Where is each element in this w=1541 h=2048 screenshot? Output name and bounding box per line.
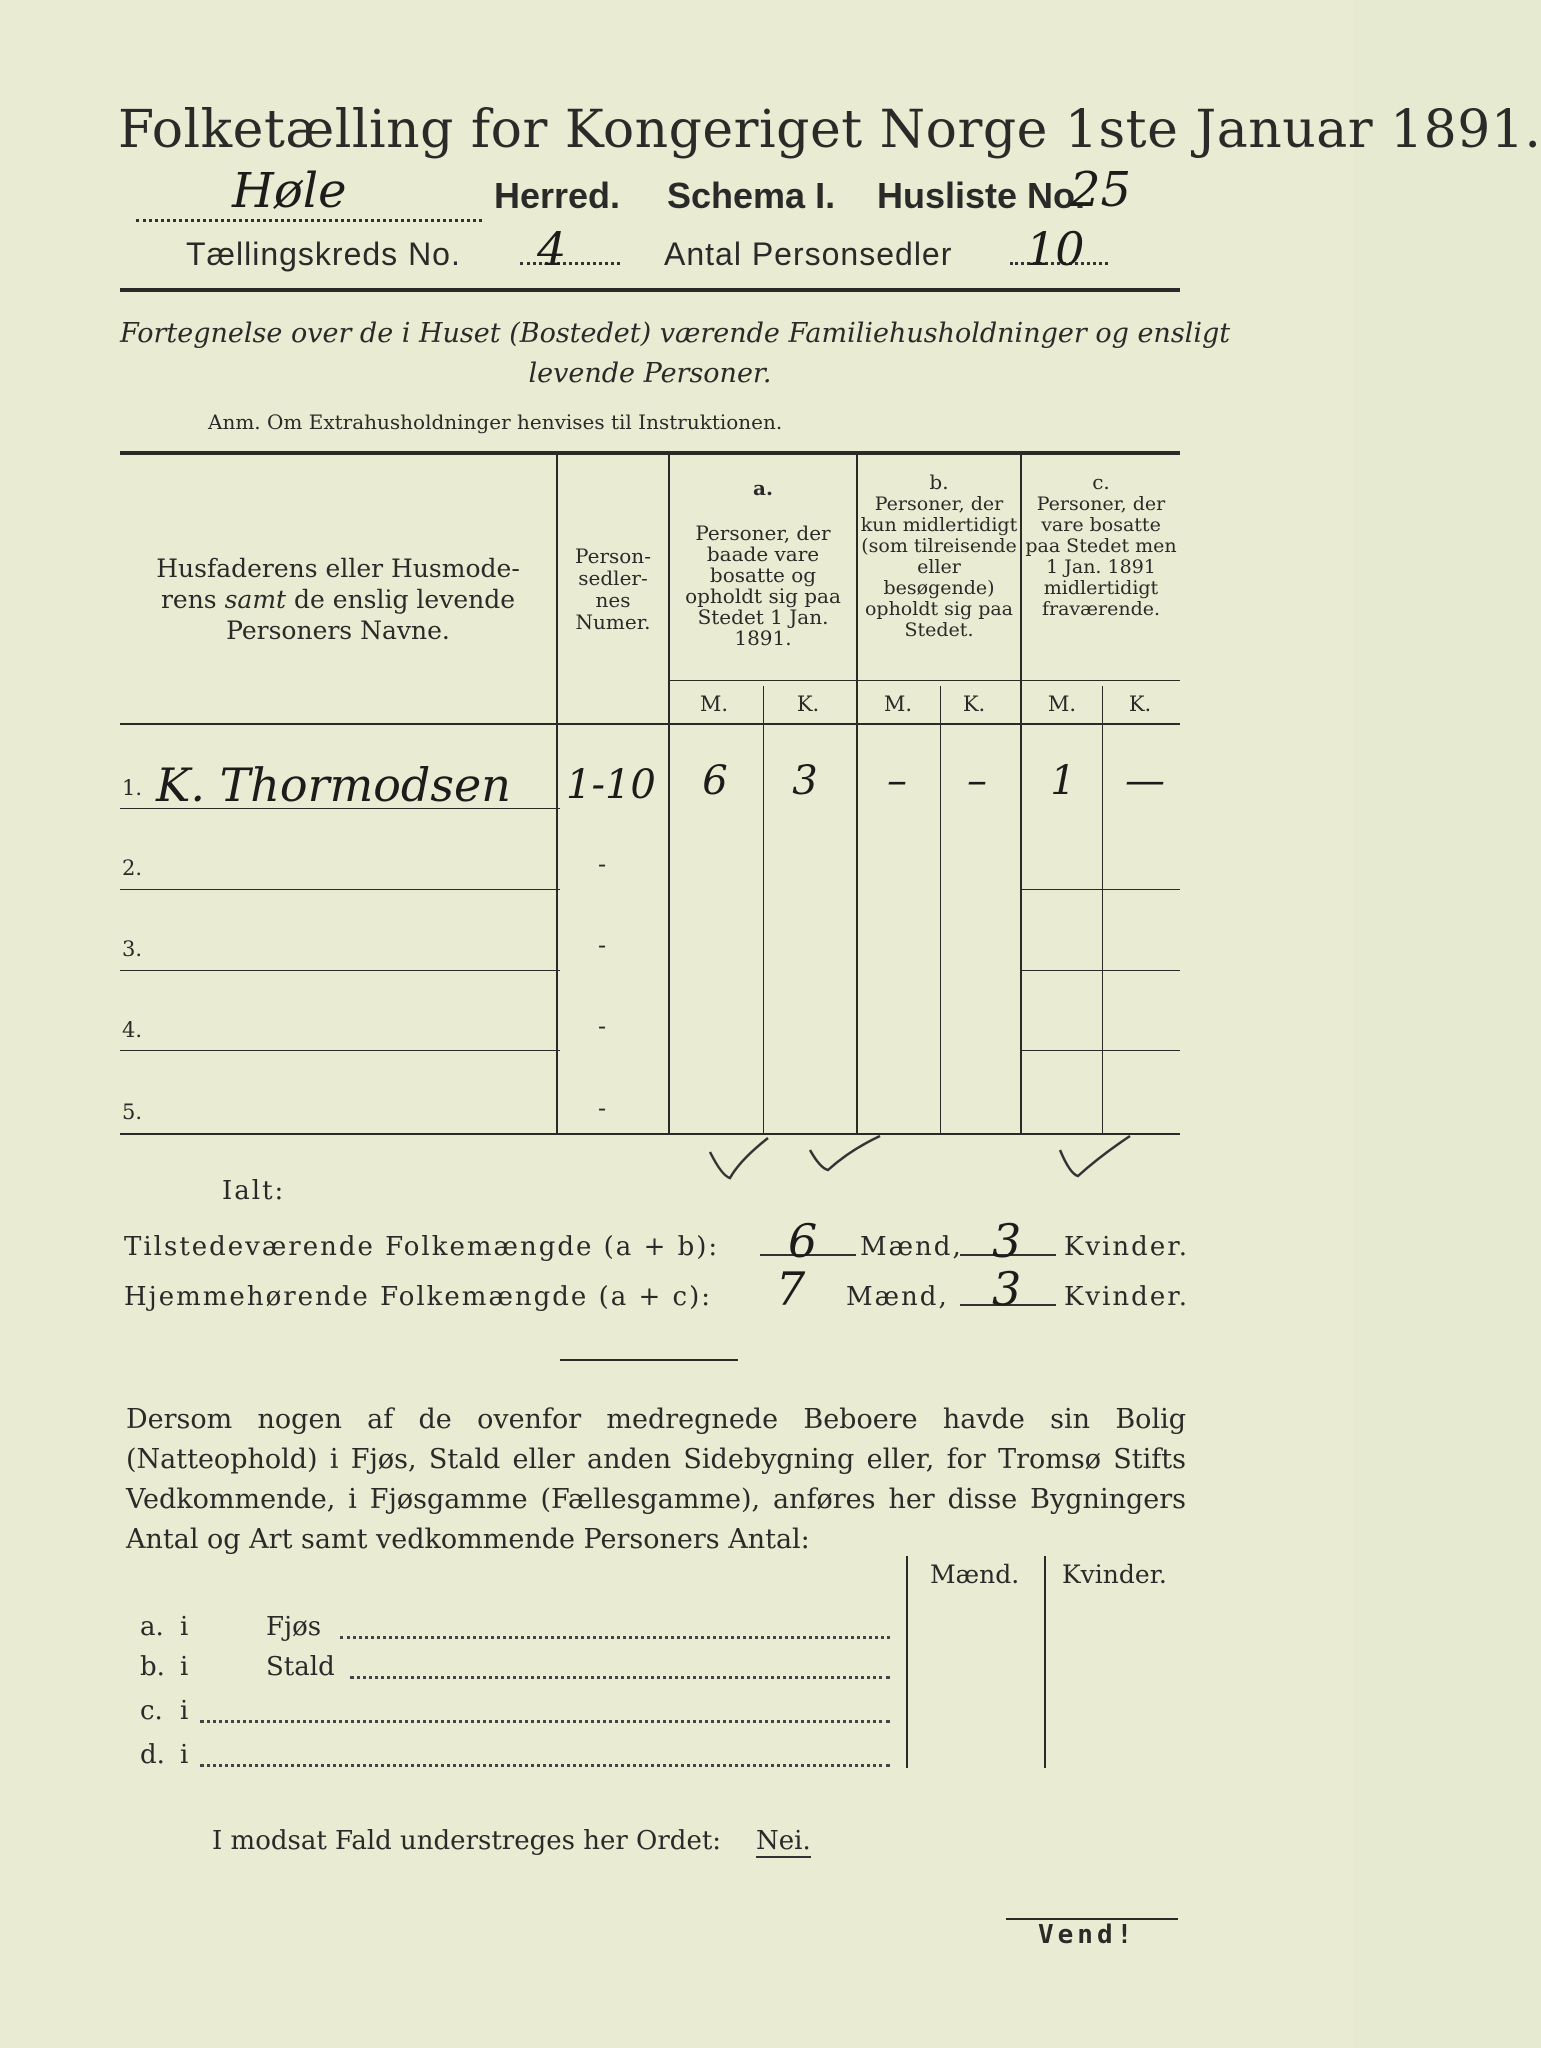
col-b-k: K. bbox=[962, 692, 986, 716]
tilstede-k: 3 bbox=[992, 1214, 1022, 1268]
row1-a-k: 3 bbox=[792, 758, 818, 804]
col-a-letter: a. bbox=[753, 476, 773, 500]
hjemme-label: Hjemmehørende Folkemængde (a + c): bbox=[124, 1282, 712, 1312]
kreds-dots bbox=[520, 262, 620, 265]
description-line1: Fortegnelse over de i Huset (Bostedet) værende Familiehusholdninger og ensligt bbox=[120, 318, 1231, 349]
schema-label: Schema I. bbox=[667, 175, 836, 216]
check-mark-3 bbox=[1060, 1136, 1130, 1176]
mk-rule bbox=[670, 680, 1180, 681]
husliste-value: 25 bbox=[1070, 162, 1132, 218]
byg-a-i: i bbox=[180, 1612, 189, 1642]
row-line-2 bbox=[120, 889, 560, 890]
vline-4 bbox=[1020, 455, 1022, 1133]
byg-c-i: i bbox=[180, 1696, 189, 1726]
modsat-text: I modsat Fald understreges her Ordet: bbox=[212, 1826, 722, 1856]
row1-b-m: – bbox=[887, 758, 907, 804]
herred-label: Herred. bbox=[494, 175, 621, 216]
form-title: Folketælling for Kongeriget Norge 1ste Januar 1891. bbox=[118, 100, 1541, 160]
vline-am bbox=[763, 686, 764, 1133]
header-rule bbox=[120, 288, 1180, 292]
col-c-text: Personer, der vare bosatte paa Stedet men 1 Jan. 1891 midlertidigt fraværende. bbox=[1025, 493, 1177, 620]
row1-c-k: — bbox=[1125, 758, 1165, 804]
col-name-line1: Husfaderens eller Husmode- bbox=[156, 554, 520, 583]
col-num-line2: sedler- bbox=[578, 566, 648, 590]
byg-d-dots bbox=[200, 1764, 890, 1767]
row4-sedler: - bbox=[598, 1012, 607, 1040]
anm-note: Anm. Om Extrahusholdninger henvises til Instruktionen. bbox=[208, 410, 783, 434]
herred-field bbox=[136, 163, 482, 222]
col-name-line2c: de enslig levende bbox=[286, 585, 516, 614]
byg-c-dots bbox=[200, 1720, 890, 1723]
ialt-label: Ialt: bbox=[222, 1176, 286, 1206]
byg-col-kvinder: Kvinder. bbox=[1062, 1560, 1167, 1589]
row-num-4: 4. bbox=[122, 1018, 143, 1042]
section-divider bbox=[560, 1359, 738, 1361]
col-name-line3: Personers Navne. bbox=[226, 616, 450, 645]
row3-sedler: - bbox=[598, 931, 607, 959]
tilstede-kvinder: Kvinder. bbox=[1064, 1232, 1190, 1262]
col-num-line3: nes bbox=[595, 588, 631, 612]
row-line-3 bbox=[120, 970, 560, 971]
byg-b-letter: b. bbox=[140, 1652, 165, 1682]
col-name-line2a: rens bbox=[160, 585, 225, 614]
row-line-c2 bbox=[1020, 889, 1180, 890]
row-line-4 bbox=[120, 1050, 560, 1051]
hjemme-maend: Mænd, bbox=[846, 1282, 949, 1312]
byg-b-label: Stald bbox=[266, 1652, 335, 1682]
tilstede-maend: Mænd, bbox=[860, 1232, 963, 1262]
col-c-k: K. bbox=[1128, 692, 1152, 716]
row-num-5: 5. bbox=[122, 1100, 143, 1124]
vline-3 bbox=[856, 455, 858, 1133]
check-mark-2 bbox=[810, 1136, 880, 1170]
col-c-letter: c. bbox=[1092, 470, 1110, 494]
byg-b-dots bbox=[350, 1676, 890, 1679]
col-a-text: Personer, der baade vare bosatte og opholdt sig paa Stedet 1 Jan. 1891. bbox=[685, 521, 841, 650]
byg-col-maend: Mænd. bbox=[930, 1560, 1020, 1589]
byg-a-dots bbox=[340, 1636, 890, 1639]
hjemme-kvinder: Kvinder. bbox=[1064, 1282, 1190, 1312]
byg-c-letter: c. bbox=[140, 1696, 163, 1726]
col-num-line1: Person- bbox=[575, 544, 651, 568]
row2-sedler: - bbox=[598, 850, 607, 878]
row1-name: K. Thormodsen bbox=[156, 758, 511, 812]
vline-cm bbox=[1102, 686, 1103, 1133]
row-num-2: 2. bbox=[122, 856, 143, 880]
row-num-1: 1. bbox=[122, 776, 143, 800]
tilstede-m: 6 bbox=[788, 1214, 818, 1268]
vline-bm bbox=[940, 686, 941, 1133]
row5-sedler: - bbox=[598, 1094, 607, 1122]
col-num-line4: Numer. bbox=[575, 610, 651, 634]
row1-sedler: 1-10 bbox=[566, 762, 656, 808]
description-line2: levende Personer. bbox=[528, 358, 772, 389]
row-line-c3 bbox=[1020, 970, 1180, 971]
nei-word: Nei. bbox=[756, 1826, 811, 1856]
herred-value: Høle bbox=[232, 163, 347, 219]
col-name-line2b: samt bbox=[224, 585, 287, 614]
vend-label: Vend! bbox=[1038, 1920, 1137, 1950]
byg-a-letter: a. bbox=[140, 1612, 164, 1642]
vline-2 bbox=[668, 455, 670, 1133]
byg-vline-2 bbox=[1044, 1556, 1046, 1768]
antal-value: 10 bbox=[1026, 222, 1085, 276]
antal-label: Antal Personsedler bbox=[664, 236, 953, 272]
byg-b-i: i bbox=[180, 1652, 189, 1682]
col-b-text: Personer, der kun midlertidigt (som tilreisende eller besøgende) opholdt sig paa Stedet. bbox=[860, 493, 1018, 641]
byg-vline-1 bbox=[906, 1556, 908, 1768]
byg-a-label: Fjøs bbox=[266, 1612, 322, 1642]
col-name-line2 bbox=[130, 584, 546, 615]
col-a-k: K. bbox=[796, 692, 820, 716]
check-marks bbox=[700, 1130, 1160, 1190]
row-num-3: 3. bbox=[122, 937, 143, 961]
col-a-m: M. bbox=[699, 692, 729, 716]
col-c-m: M. bbox=[1047, 692, 1077, 716]
col-b-m: M. bbox=[883, 692, 913, 716]
byg-d-letter: d. bbox=[140, 1740, 165, 1770]
hjemme-m: 7 bbox=[776, 1262, 806, 1316]
byg-d-i: i bbox=[180, 1740, 189, 1770]
col-b-letter: b. bbox=[929, 470, 949, 494]
husliste-label: Husliste No. bbox=[877, 175, 1086, 216]
col-name-header bbox=[130, 553, 546, 646]
check-mark-1 bbox=[710, 1138, 768, 1178]
row1-b-k: – bbox=[967, 758, 987, 804]
kreds-label: Tællingskreds No. bbox=[186, 236, 461, 272]
bygning-paragraph: Dersom nogen af de ovenfor medregnede Beboere havde sin Bolig (Natteophold) i Fjøs, Stald eller anden Sidebygning eller, for Tromsø Stifts Vedkommende, i Fjøsgamme (Fællesgamme), anføres her disse Bygningers Antal og Art samt vedkommende Personers Antal: bbox=[126, 1404, 1186, 1555]
kreds-value: 4 bbox=[537, 222, 567, 276]
row-line-c4 bbox=[1020, 1050, 1180, 1051]
row1-a-m: 6 bbox=[702, 758, 728, 804]
tilstede-label: Tilstedeværende Folkemængde (a + b): bbox=[124, 1232, 720, 1262]
col-num-header bbox=[558, 545, 668, 633]
row1-c-m: 1 bbox=[1050, 758, 1076, 804]
hjemme-k: 3 bbox=[992, 1262, 1022, 1316]
